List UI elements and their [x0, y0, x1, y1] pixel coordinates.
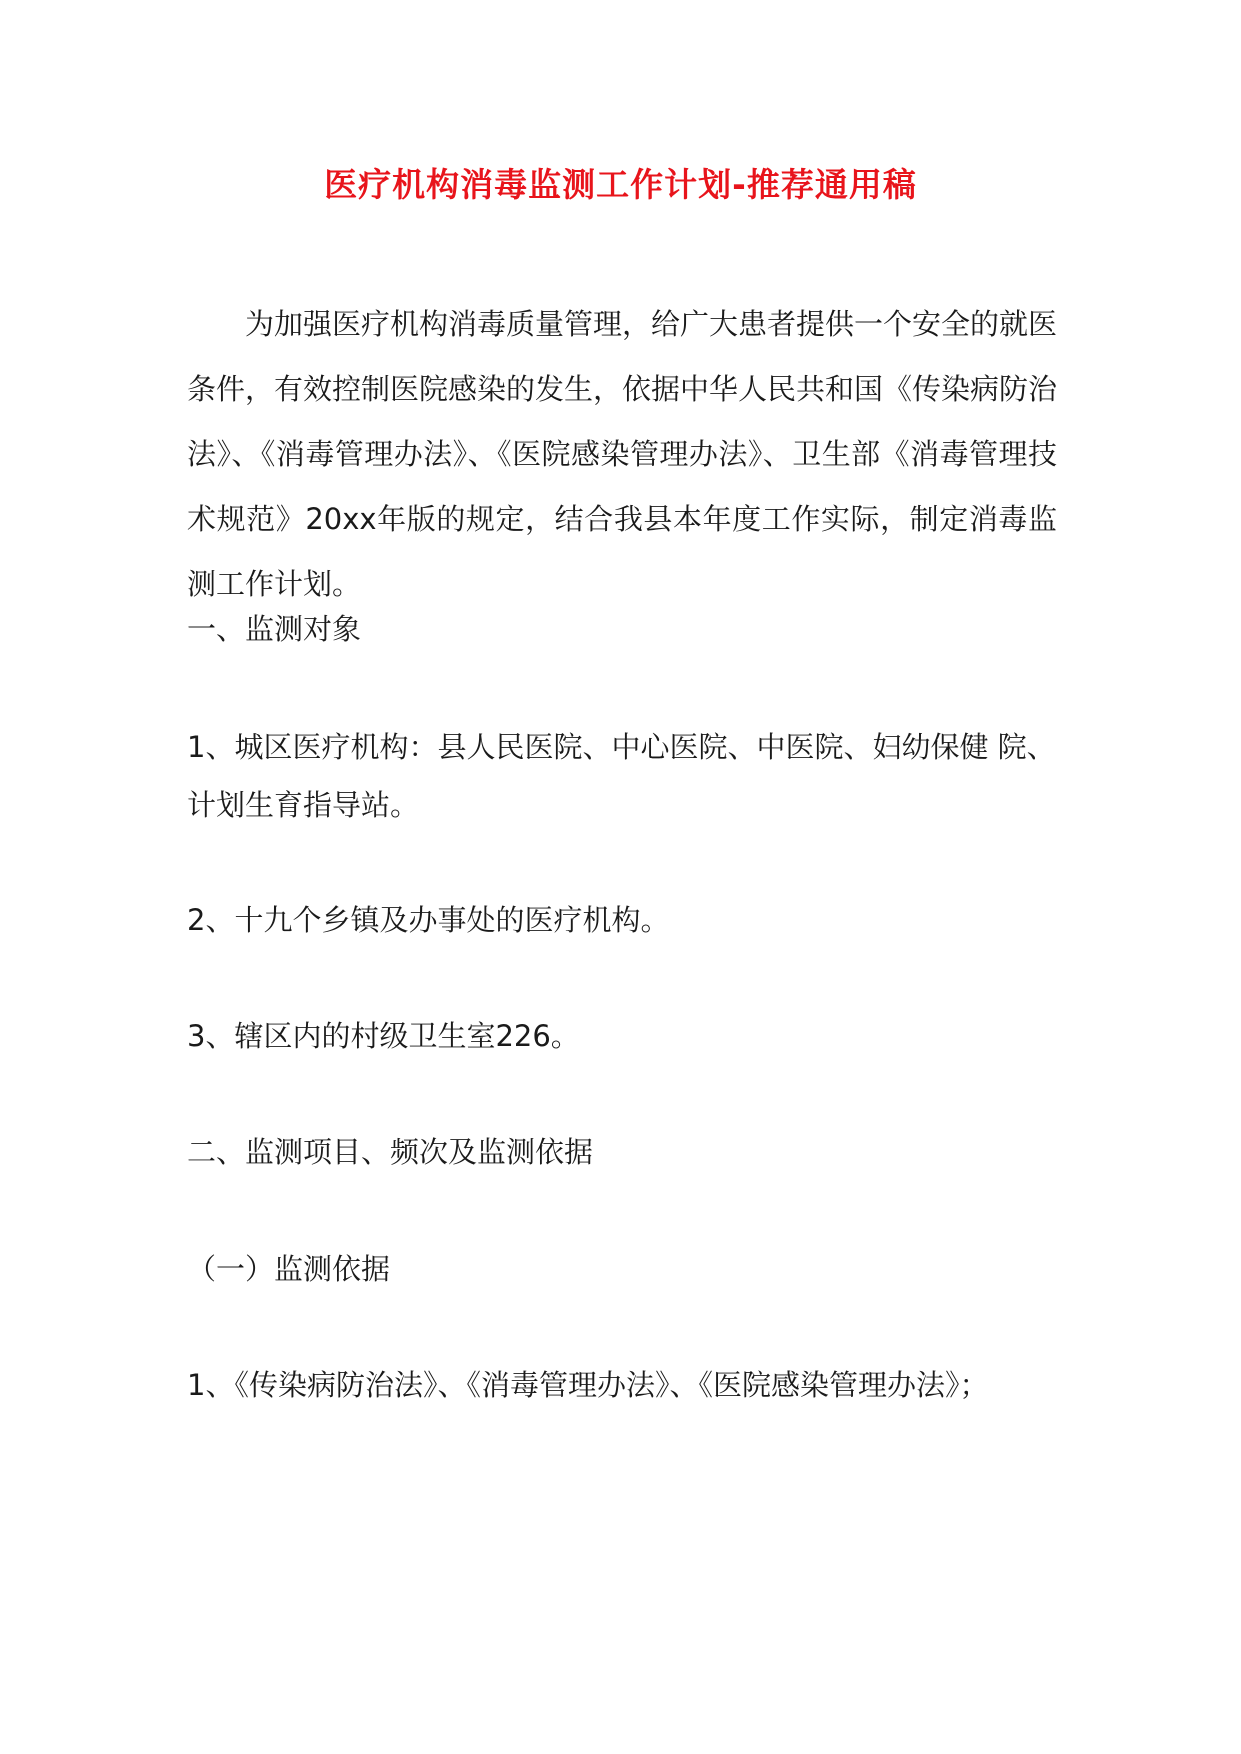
section-heading-monitoring-items: 二、监测项目、频次及监测依据 — [187, 1135, 594, 1169]
list-item-village-clinics: 3、辖区内的村级卫生室226。 — [187, 1019, 580, 1053]
document-title: 医疗机构消毒监测工作计划-推荐通用稿 — [324, 165, 917, 204]
list-item-urban-institutions-continued: 计划生育指导站。 — [187, 788, 420, 822]
list-item-basis-laws: 1、《传染病防治法》、《消毒管理办法》、《医院感染管理办法》； — [187, 1368, 989, 1402]
subsection-heading-monitoring-basis: （一）监测依据 — [187, 1252, 391, 1286]
list-item-township-institutions: 2、十九个乡镇及办事处的医疗机构。 — [187, 903, 670, 937]
intro-paragraph: 为加强医疗机构消毒质量管理，给广大患者提供一个安全的就医条件，有效控制医院感染的发生，依据中华人民共和国《传染病防治法》、《消毒管理办法》、《医院感染管理办法》、卫生部《消毒管理技术规范》20xx年版的规定，结合我县本年度工作实际，制定消毒监测工作计划。 — [187, 307, 1058, 601]
list-item-urban-institutions: 1、城区医疗机构：县人民医院、中心医院、中医院、妇幼保健 院、 — [187, 730, 1056, 764]
section-heading-monitoring-targets: 一、监测对象 — [187, 612, 362, 646]
